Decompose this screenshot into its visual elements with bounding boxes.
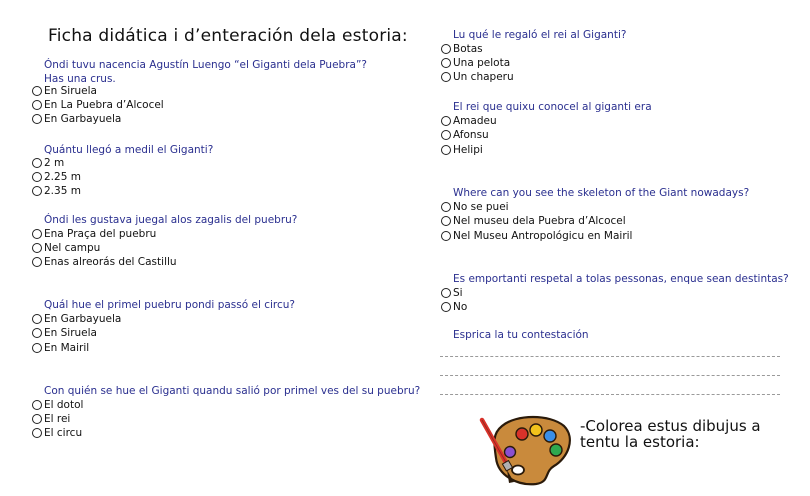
option-label: El dotol [44, 399, 84, 411]
q6-option-2[interactable] [441, 56, 510, 71]
radio-button[interactable] [32, 100, 42, 110]
option-label: 2.25 m [44, 171, 81, 183]
option-label: Nel campu [44, 242, 101, 254]
question-6: Lu qué le regaló el rei al Giganti? [453, 29, 627, 41]
q8-option-3[interactable] [441, 229, 632, 244]
q1-option-3[interactable] [32, 112, 121, 127]
radio-button[interactable] [32, 186, 42, 196]
coloring-instruction-line-2: tentu la estoria: [580, 433, 700, 451]
q3-option-2[interactable] [32, 241, 100, 256]
option-label: En Siruela [44, 327, 97, 339]
option-label: Ena Praça del puebru [44, 228, 157, 240]
answer-prompt: Esprica la tu contestación [453, 329, 589, 341]
radio-button[interactable] [441, 288, 451, 298]
option-label: No se puei [453, 201, 509, 213]
option-label: Si [453, 287, 463, 299]
q5-option-2[interactable] [32, 412, 70, 427]
option-label: Un chaperu [453, 71, 514, 83]
radio-button[interactable] [32, 314, 42, 324]
option-label: El circu [44, 427, 83, 439]
radio-button[interactable] [441, 216, 451, 226]
radio-button[interactable] [32, 229, 42, 239]
radio-button[interactable] [441, 58, 451, 68]
option-label: Una pelota [453, 57, 511, 69]
q2-option-3[interactable] [32, 184, 81, 199]
radio-button[interactable] [441, 145, 451, 155]
question-1: Óndi tuvu nacencia Agustín Luengo “el Giganti dela Puebra”? [44, 59, 367, 71]
option-label: Helipi [453, 144, 483, 156]
radio-button[interactable] [32, 257, 42, 267]
radio-button[interactable] [32, 114, 42, 124]
q4-option-3[interactable] [32, 341, 89, 356]
option-label: No [453, 301, 468, 313]
radio-button[interactable] [441, 130, 451, 140]
radio-button[interactable] [32, 343, 42, 353]
q4-option-1[interactable] [32, 312, 121, 327]
q2-option-1[interactable] [32, 156, 64, 171]
radio-button[interactable] [441, 44, 451, 54]
q5-option-3[interactable] [32, 426, 82, 441]
option-label: Botas [453, 43, 483, 55]
radio-button[interactable] [441, 116, 451, 126]
radio-button[interactable] [441, 231, 451, 241]
option-label: En Mairil [44, 342, 90, 354]
radio-button[interactable] [32, 400, 42, 410]
answer-line-3[interactable] [440, 394, 780, 395]
q8-option-2[interactable] [441, 214, 626, 229]
question-7: El rei que quixu conocel al giganti era [453, 101, 652, 113]
option-label: 2.35 m [44, 185, 81, 197]
q1-option-2[interactable] [32, 98, 164, 113]
option-label: El rei [44, 413, 71, 425]
option-label: 2 m [44, 157, 65, 169]
radio-button[interactable] [32, 243, 42, 253]
option-label: Amadeu [453, 115, 497, 127]
radio-button[interactable] [32, 414, 42, 424]
option-label: Afonsu [453, 129, 489, 141]
question-9: Es emportanti respetal a tolas pessonas, enque sean destintas? [453, 273, 789, 285]
radio-button[interactable] [441, 302, 451, 312]
option-label: Nel museu dela Puebra d’Alcocel [453, 215, 626, 227]
q8-option-1[interactable] [441, 200, 509, 215]
q2-option-2[interactable] [32, 170, 81, 185]
radio-button[interactable] [32, 328, 42, 338]
q6-option-1[interactable] [441, 42, 483, 57]
paint-palette-icon [478, 412, 576, 486]
option-label: En La Puebra d’Alcocel [44, 99, 164, 111]
question-5: Con quién se hue el Giganti quandu salió por primel ves del su puebru? [44, 385, 421, 397]
radio-button[interactable] [32, 86, 42, 96]
answer-line-2[interactable] [440, 375, 780, 376]
option-label: En Siruela [44, 85, 97, 97]
coloring-instruction-line-1: -Colorea estus dibujus a [580, 417, 761, 435]
radio-button[interactable] [441, 72, 451, 82]
q9-option-1[interactable] [441, 286, 463, 301]
option-label: Nel Museu Antropológicu en Mairil [453, 230, 633, 242]
option-label: Enas alreorás del Castillu [44, 256, 177, 268]
q9-option-2[interactable] [441, 300, 467, 315]
option-label: En Garbayuela [44, 313, 122, 325]
question-3: Óndi les gustava juegal alos zagalis del puebru? [44, 214, 298, 226]
answer-line-1[interactable] [440, 356, 780, 357]
q5-option-1[interactable] [32, 398, 83, 413]
q7-option-1[interactable] [441, 114, 497, 129]
q3-option-3[interactable] [32, 255, 177, 270]
q4-option-2[interactable] [32, 326, 97, 341]
radio-button[interactable] [441, 202, 451, 212]
q6-option-3[interactable] [441, 70, 514, 85]
q1-option-1[interactable] [32, 84, 97, 99]
question-4: Quál hue el primel puebru pondi passó el circu? [44, 299, 295, 311]
coloring-instruction [580, 418, 761, 450]
q7-option-2[interactable] [441, 128, 489, 143]
option-label: En Garbayuela [44, 113, 122, 125]
question-2: Quántu llegó a medil el Giganti? [44, 144, 214, 156]
q7-option-3[interactable] [441, 143, 483, 158]
radio-button[interactable] [32, 172, 42, 182]
radio-button[interactable] [32, 428, 42, 438]
question-8: Where can you see the skeleton of the Giant nowadays? [453, 187, 750, 199]
worksheet-title: Ficha didática i d’enteración dela estoria: [48, 26, 408, 46]
radio-button[interactable] [32, 158, 42, 168]
question-1-hint: Has una crus. [44, 73, 116, 85]
q3-option-1[interactable] [32, 227, 156, 242]
